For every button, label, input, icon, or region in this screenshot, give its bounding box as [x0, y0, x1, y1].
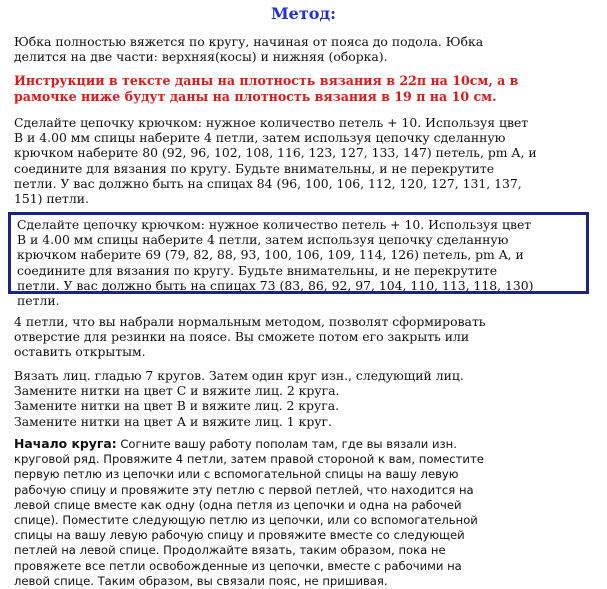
text-line: петли. У вас должно быть на спицах 73 (83, 86, 92, 97, 104, 110, 113, 118, 130) [17, 277, 534, 293]
text-line: рабочую спицу и провяжите эту петлю с первой петлей, что находится на [14, 482, 474, 497]
text-line: левой спице вместе как одну (одна петля из цепочки и одна на рабочей [14, 497, 462, 512]
section-heading: Начало круга: [14, 436, 117, 451]
text-line: соедините для вязания по кругу. Будьте внимательны, и не перекрутите [17, 262, 498, 278]
text-line: В и 4.00 мм спицы наберите 4 петли, затем используя цепочку сделанную [14, 130, 506, 146]
text-line: Инструкции в тексте даны на плотность вязания в 22п на 10см, а в [14, 73, 519, 88]
text-line: оставить открытым. [14, 344, 146, 360]
text-line: В и 4.00 мм спицы наберите 4 петли, затем используя цепочку сделанную [17, 232, 509, 248]
gauge-notice [14, 73, 596, 104]
intro-paragraph [14, 34, 596, 64]
cast-on-paragraph-22st [14, 115, 596, 206]
text-line: спицы на вашу левую рабочую спицу и провяжите вместе со следующей [14, 528, 465, 543]
text-line: петли. У вас должно быть на спицах 84 (96, 100, 106, 112, 120, 127, 131, 137, [14, 175, 522, 191]
text-line: петлей на левой спице. Продолжайте вязать, таким образом, пока не [14, 543, 446, 558]
page-title: Метод: [270, 4, 337, 23]
gauge-19st-box [8, 212, 589, 309]
text-line: Замените нитки на цвет С и вяжите лиц. 2 круга. [14, 383, 340, 399]
text-line: спице). Поместите следующую петлю из цепочки, или со вспомогательной [14, 513, 478, 528]
text-line: Замените нитки на цвет А и вяжите лиц. 1 круг. [14, 413, 332, 429]
text-line: крючком наберите 69 (79, 82, 88, 93, 100, 106, 109, 114, 126) петель, pm A, и [17, 247, 524, 263]
text-line: 4 петли, что вы набрали нормальным методом, позволят сформировать [14, 314, 486, 329]
round-start-section [14, 436, 596, 589]
text-line: левой спице. Таким образом, вы связали пояс, не пришивая. [14, 573, 388, 588]
text-line: провяжете все петли освобожденные из цепочки, вместе с рабочими на [14, 558, 462, 573]
text-line: Вязать лиц. гладью 7 кругов. Затем один круг изн., следующий лиц. [14, 368, 464, 383]
text-line: петли. [17, 293, 60, 309]
text-line: первую петлю из цепочки или с вспомогательной спицы на вашу левую [14, 467, 459, 482]
text-line: 151) петли. [14, 191, 89, 207]
text-line: крючком наберите 80 (92, 96, 102, 108, 116, 123, 127, 133, 147) петель, pm A, и [14, 145, 537, 161]
text-line: отверстие для резинки на поясе. Вы сможете потом его закрыть или [14, 329, 470, 345]
text-line [14, 436, 596, 452]
rounds-paragraph [14, 368, 596, 429]
text-line: Сделайте цепочку крючком: нужное количество петель + 10. Используя цвет [17, 217, 532, 232]
four-stitches-paragraph [14, 314, 596, 360]
text-line: соедините для вязания по кругу. Будьте внимательны, и не перекрутите [14, 160, 495, 176]
text-line: рамочке ниже будут даны на плотность вязания в 19 п на 10 см. [14, 88, 497, 104]
text-line: делится на две части: верхняя(косы) и нижняя (оборка). [14, 49, 388, 65]
section-text: Согните вашу работу пополам там, где вы вязали изн. [116, 437, 457, 451]
text-line: Юбка полностью вяжется по кругу, начиная от пояса до подола. Юбка [14, 34, 484, 49]
text-line: круговой ряд. Провяжите 4 петли, затем правой стороной к вам, поместите [14, 452, 484, 467]
text-line: Замените нитки на цвет В и вяжите лиц. 2 круга. [14, 398, 340, 414]
text-line: Сделайте цепочку крючком: нужное количество петель + 10. Используя цвет [14, 115, 529, 130]
